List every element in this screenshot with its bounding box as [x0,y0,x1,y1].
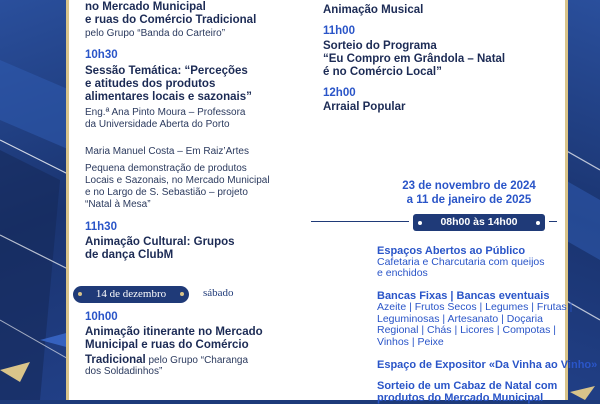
event-title-line: de dança ClubM [85,249,174,261]
divider [549,221,557,222]
pill-dot-icon [180,292,184,296]
section-title: produtos do Mercado Municipal [377,392,544,404]
event-title-line: alimentares locais e sazonais” [85,91,252,103]
event-time: 10h30 [85,49,118,61]
section-desc-line: Azeite | Frutos Secos | Legumes | Frutas | [377,301,573,313]
section-desc-line: Leguminosas | Artesanato | Doçaria [377,312,543,325]
event-time: 11h30 [85,221,117,233]
event-title-line: e ruas do Comércio Tradicional [85,14,257,26]
period-start: 23 de novembro de 2024 [402,180,536,192]
section-title: Sorteio de um Cabaz de Natal com [377,380,558,392]
day-header-weekday: sábado [203,287,234,299]
section-desc-line: e enchidos [377,267,428,279]
event-desc-line: e no Largo de S. Sebastião – projeto [85,187,248,198]
presenter-name: Maria Manuel Costa – Em Raiz’Artes [85,146,249,157]
section-title: Espaço de Expositor «Da Vinha ao Vinho» [377,359,598,371]
period-end: a 11 de janeiro de 2025 [406,194,532,206]
event-note: pelo Grupo “Banda do Carteiro” [85,28,226,39]
event-title: Animação Musical [323,4,424,16]
event-title-line: Animação itinerante no Mercado [85,326,263,338]
section-title: Bancas Fixas | Bancas eventuais [377,290,550,302]
day-header-date [73,286,189,303]
event-time: 11h00 [323,25,355,37]
program-content [69,0,598,404]
divider [311,221,409,222]
event-note: pelo Grupo “Charanga [145,355,249,366]
event-title-bold: Tradicional [85,354,146,366]
event-desc-line: Pequena demonstração de produtos [85,163,247,174]
section-desc-line: Vinhos | Peixe [377,335,444,348]
opening-hours [413,214,545,231]
day-date-label: 14 de dezembro [95,288,167,300]
event-title-line: “Eu Compro em Grândola – Natal [323,53,506,65]
event-title-line: é no Comércio Local” [323,66,442,78]
section-desc-line: Regional | Chás | Licores | Compotas | [377,324,556,336]
event-title-line: Sorteio do Programa [323,40,437,52]
speaker-line: da Universidade Aberta do Porto [85,119,230,130]
left-background [0,0,70,400]
event-title-line: no Mercado Municipal [85,1,206,13]
event-title-line: Animação Cultural: Grupos [85,236,235,248]
event-note: dos Soldadinhos” [85,366,163,377]
section-desc-line: Cafetaria e Charcutaria com queijos [377,256,545,268]
right-decoration-icon [565,0,600,400]
opening-hours-label: 08h00 às 14h00 [440,216,518,228]
event-title: Arraial Popular [323,101,406,113]
pill-dot-icon [78,292,82,296]
event-title-line: e atitudes dos produtos [85,78,216,90]
event-desc-line: Locais e Sazonais, no Mercado Municipal [85,175,270,186]
event-title-line: Municipal e ruas do Comércio [85,339,249,351]
event-time: 10h00 [85,311,118,323]
program-sheet [66,0,598,404]
event-title-line [85,352,248,367]
event-time: 12h00 [323,87,356,99]
right-background [565,0,600,400]
left-decoration-icon [0,0,70,400]
bar-dot-icon [418,221,422,225]
event-title-line: Sessão Temática: “Perceções [85,65,248,77]
speaker-line: Eng.ª Ana Pinto Moura – Professora [85,107,246,118]
bar-dot-icon [536,221,540,225]
event-desc-line: “Natal à Mesa” [85,199,151,210]
section-title: Espaços Abertos ao Público [377,245,526,257]
